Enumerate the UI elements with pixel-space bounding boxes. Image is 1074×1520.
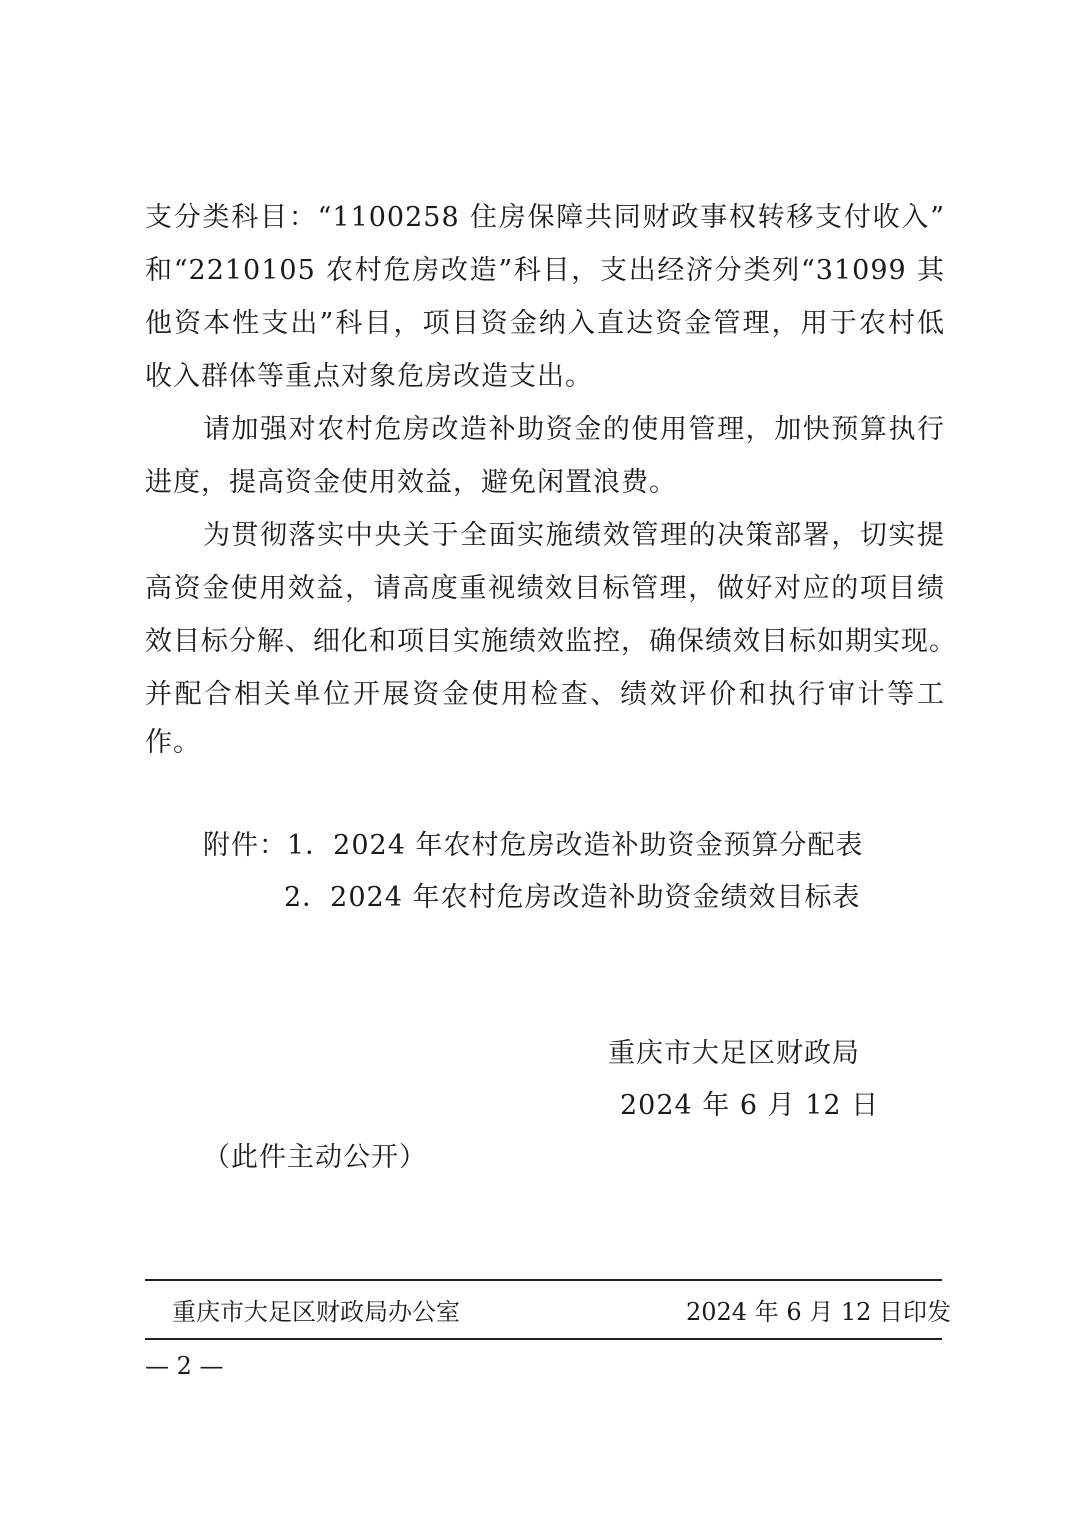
disclosure-note: （此件主动公开） bbox=[203, 1142, 427, 1173]
body-paragraph-line: 高资金使用效益，请高度重视绩效目标管理，做好对应的项目绩 bbox=[145, 573, 945, 604]
attachment-item: 附件：1．2024 年农村危房改造补助资金预算分配表 bbox=[203, 830, 864, 861]
attachment-item: 2．2024 年农村危房改造补助资金绩效目标表 bbox=[284, 882, 861, 913]
issuer-name: 重庆市大足区财政局 bbox=[608, 1038, 860, 1069]
footer-top-rule bbox=[145, 1279, 942, 1281]
footer-bottom-rule bbox=[145, 1338, 942, 1340]
page-number: — 2 — bbox=[145, 1352, 224, 1380]
body-paragraph-line: 支分类科目：“1100258 住房保障共同财政事权转移支付收入” bbox=[145, 202, 945, 233]
footer-office: 重庆市大足区财政局办公室 bbox=[172, 1298, 460, 1326]
issue-date: 2024 年 6 月 12 日 bbox=[620, 1090, 880, 1121]
footer-issue-date: 2024 年 6 月 12 日印发 bbox=[686, 1298, 952, 1326]
body-paragraph-line: 他资本性支出”科目，项目资金纳入直达资金管理，用于农村低 bbox=[145, 308, 945, 339]
body-paragraph-line: 效目标分解、细化和项目实施绩效监控，确保绩效目标如期实现。 bbox=[145, 626, 957, 657]
body-paragraph-line: 进度，提高资金使用效益，避免闲置浪费。 bbox=[145, 467, 677, 498]
body-paragraph-line: 并配合相关单位开展资金使用检查、绩效评价和执行审计等工 bbox=[145, 679, 945, 710]
body-paragraph-line: 收入群体等重点对象危房改造支出。 bbox=[145, 361, 593, 392]
body-paragraph-line: 作。 bbox=[145, 727, 201, 758]
body-paragraph-line: 和“2210105 农村危房改造”科目，支出经济分类列“31099 其 bbox=[145, 255, 945, 286]
body-paragraph-line: 为贯彻落实中央关于全面实施绩效管理的决策部署，切实提 bbox=[203, 520, 945, 551]
body-paragraph-line: 请加强对农村危房改造补助资金的使用管理，加快预算执行 bbox=[203, 414, 945, 445]
